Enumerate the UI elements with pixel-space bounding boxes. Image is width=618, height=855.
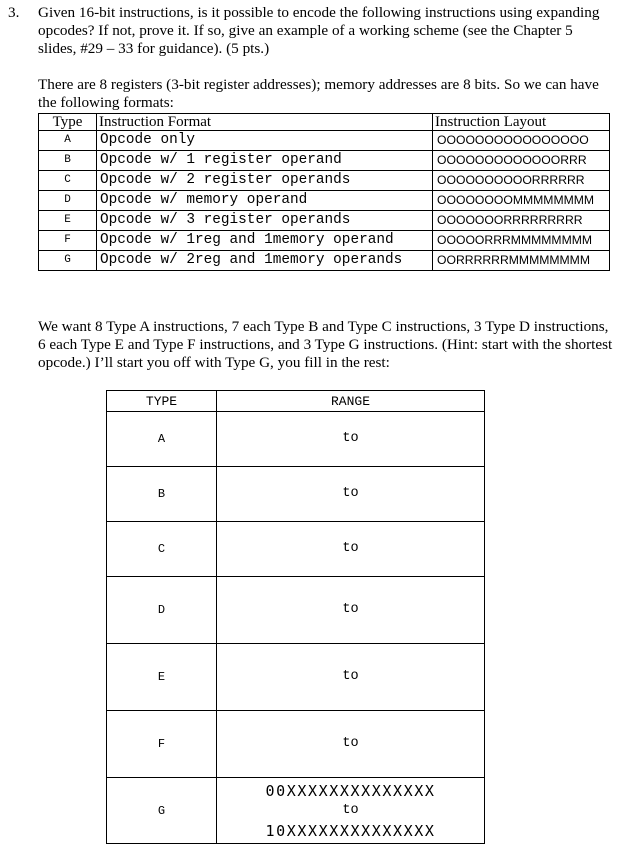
range-to: to — [342, 669, 359, 684]
row-layout: OOOOOOOOMMMMMMMM — [433, 191, 610, 211]
range-table — [106, 390, 485, 844]
row-format: Opcode w/ memory operand — [97, 191, 433, 211]
range-type: D — [107, 577, 217, 644]
range-end: 10XXXXXXXXXXXXXX — [265, 821, 436, 840]
table-row — [39, 191, 610, 211]
range-type: A — [107, 412, 217, 467]
row-format: Opcode w/ 1reg and 1memory operand — [97, 231, 433, 251]
range-type: E — [107, 644, 217, 711]
table-row — [107, 711, 485, 778]
row-layout: OOOOOOOOOOOOORRR — [433, 151, 610, 171]
instructions-paragraph: We want 8 Type A instructions, 7 each Type B and Type C instructions, 3 Type D instructions, 6 each Type E and Type F instructions, and 3 Type G instructions. (Hint: start with the shortest opcode.) I’ll start you off with Type G, you fill in the rest: — [38, 318, 613, 371]
row-format: Opcode w/ 2reg and 1memory operands — [97, 251, 433, 271]
header-format: Instruction Format — [97, 114, 433, 131]
table-row — [39, 231, 610, 251]
range-to: to — [342, 431, 359, 446]
header-range: RANGE — [217, 391, 485, 412]
row-type: F — [39, 231, 97, 251]
row-type: E — [39, 211, 97, 231]
row-format: Opcode only — [97, 131, 433, 151]
row-type: C — [39, 171, 97, 191]
range-cell[interactable] — [217, 522, 485, 577]
row-layout: OORRRRRRMMMMMMMM — [433, 251, 610, 271]
range-cell[interactable] — [217, 644, 485, 711]
row-type: G — [39, 251, 97, 271]
range-cell[interactable] — [217, 412, 485, 467]
header-type: TYPE — [107, 391, 217, 412]
range-type: B — [107, 467, 217, 522]
table-row — [39, 171, 610, 191]
range-to: to — [342, 602, 359, 617]
format-table — [38, 113, 610, 271]
range-to: to — [342, 802, 359, 818]
range-table-header — [107, 391, 485, 412]
row-layout: OOOOOOORRRRRRRRR — [433, 211, 610, 231]
row-type: D — [39, 191, 97, 211]
table-row — [39, 211, 610, 231]
range-cell[interactable] — [217, 467, 485, 522]
table-row — [107, 577, 485, 644]
range-cell[interactable] — [217, 577, 485, 644]
range-to: to — [342, 541, 359, 556]
table-row — [39, 151, 610, 171]
range-type: G — [107, 778, 217, 844]
row-format: Opcode w/ 3 register operands — [97, 211, 433, 231]
range-type: F — [107, 711, 217, 778]
table-row — [107, 644, 485, 711]
question-text: Given 16-bit instructions, is it possible to encode the following instructions using expanding opcodes? If not, prove it. If so, give an example of a working scheme (see the Chapter 5 slides, #29 – 33 for guidance). (5 pts.) — [38, 4, 600, 57]
table-row — [107, 522, 485, 577]
header-layout: Instruction Layout — [433, 114, 610, 131]
table-row — [107, 778, 485, 844]
range-to: to — [342, 736, 359, 751]
intro-text: There are 8 registers (3-bit register addresses); memory addresses are 8 bits. So we can have the following formats: — [38, 76, 599, 111]
row-layout: OOOOORRRMMMMMMMM — [433, 231, 610, 251]
table-row — [107, 412, 485, 467]
row-type: B — [39, 151, 97, 171]
row-type: A — [39, 131, 97, 151]
row-layout: OOOOOOOOOORRRRRR — [433, 171, 610, 191]
question-number: 3. — [8, 4, 20, 21]
table-row — [39, 131, 610, 151]
row-format: Opcode w/ 1 register operand — [97, 151, 433, 171]
range-cell[interactable] — [217, 711, 485, 778]
row-format: Opcode w/ 2 register operands — [97, 171, 433, 191]
format-table-header — [39, 114, 610, 131]
table-row — [107, 467, 485, 522]
question-block — [8, 4, 608, 58]
range-to: to — [342, 486, 359, 501]
table-row — [39, 251, 610, 271]
range-start: 00XXXXXXXXXXXXXX — [265, 781, 436, 800]
header-type: Type — [39, 114, 97, 131]
row-layout: OOOOOOOOOOOOOOOO — [433, 131, 610, 151]
range-cell[interactable] — [217, 778, 485, 844]
range-type: C — [107, 522, 217, 577]
